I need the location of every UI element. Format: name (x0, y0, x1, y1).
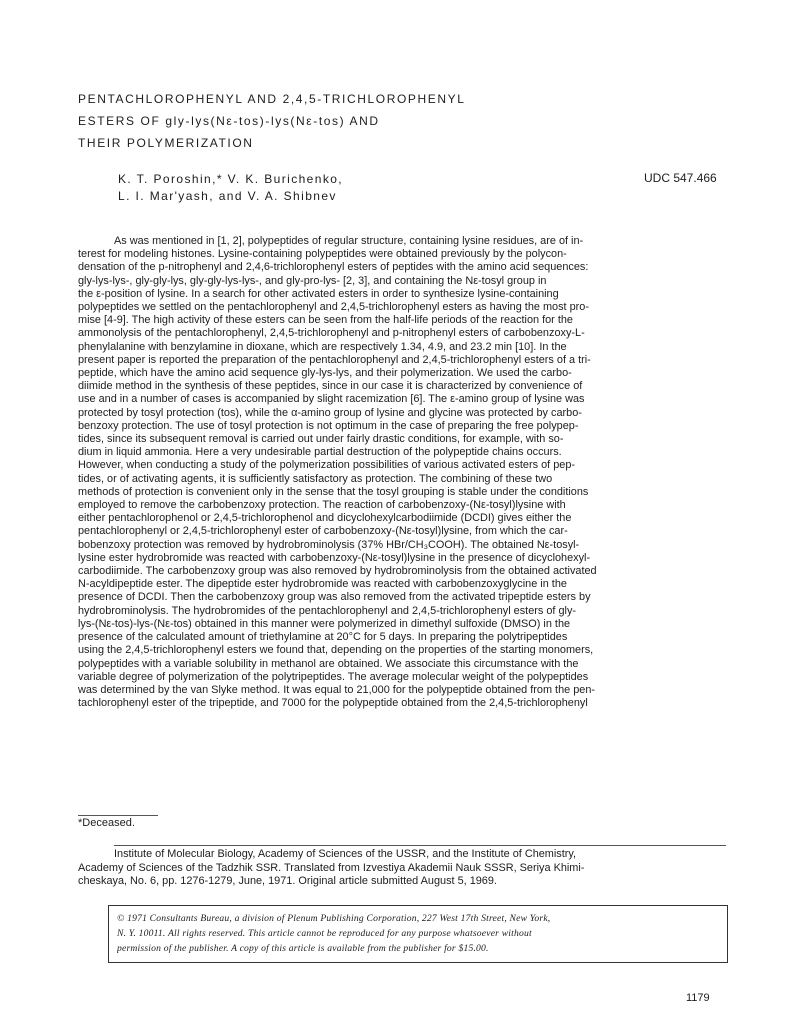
page-number: 1179 (686, 992, 710, 1004)
article-title (78, 88, 738, 154)
body-line: gly-lys-lys-, gly-gly-lys, gly-gly-lys-lys-, and gly-pro-lys- [2, 3], and containing the Nε-tosyl group in (78, 274, 547, 287)
body-line: carbodiimide. The carbobenzoxy group was also removed by hydrobrominolysis from the obtained activated (78, 565, 597, 578)
body-line: However, when conducting a study of the polymerization possibilities of various activated esters of pep- (78, 459, 575, 472)
body-line: peptide, which have the amino acid sequence gly-lys-lys, and their polymerization. We used the carbo- (78, 367, 572, 380)
body-line: densation of the p-nitrophenyl and 2,4,6-trichlorophenyl esters of peptides with the amino acid sequences: (78, 261, 589, 274)
body-text (78, 235, 730, 710)
copyright-line: © 1971 Consultants Bureau, a division of Plenum Publishing Corporation, 227 West 17th Street, New York, (117, 913, 551, 924)
title-line: ESTERS OF gly-lys(Nε-tos)-lys(Nε-tos) AND (78, 114, 380, 128)
body-line: using the 2,4,5-trichlorophenyl esters we found that, depending on the properties of the starting monomers, (78, 644, 594, 657)
body-line: either pentachlorophenol or 2,4,5-trichlorophenol and dicyclohexylcarbodiimide (DCDI) gives either the (78, 512, 572, 525)
body-line: terest for modeling histones. Lysine-containing polypeptides were obtained previously by the polycon- (78, 248, 567, 261)
body-line: was determined by the van Slyke method. It was equal to 21,000 for the polypeptide obtained from the pen- (78, 683, 596, 696)
institution-rule (114, 845, 726, 846)
body-line: use and in a number of cases is accompanied by slight racemization [6]. The ε-amino group of lysine was (78, 393, 585, 406)
body-line: diimide method in the synthesis of these peptides, since in our case it is characterized by convenience of (78, 380, 583, 393)
title-line: THEIR POLYMERIZATION (78, 136, 254, 150)
body-line: pentachlorophenyl or 2,4,5-trichlorophenyl ester of carbobenzoxy-(Nε-tosyl)lysine, from which the car- (78, 525, 568, 538)
footnote-rule (78, 815, 158, 816)
body-line: N-acyldipeptide ester. The dipeptide ester hydrobromide was reacted with carbobenzoxyglycine in the (78, 578, 567, 591)
body-line: polypeptides with a variable solubility in methanol are obtained. We associate this circumstance with the (78, 657, 579, 670)
body-line: hydrobrominolysis. The hydrobromides of the pentachlorophenyl and 2,4,5-trichlorophenyl esters of gly- (78, 604, 577, 617)
institution-line: Institute of Molecular Biology, Academy of Sciences of the USSR, and the Institute of Chemistry, (114, 848, 577, 860)
body-line: present paper is reported the preparation of the pentachlorophenyl and 2,4,5-trichlorophenyl esters of a tri- (78, 353, 591, 366)
body-line: tides, since its subsequent removal is carried out under fairly drastic conditions, for example, with so- (78, 433, 564, 446)
body-line: variable degree of polymerization of the polytripeptides. The average molecular weight of the polypeptides (78, 670, 589, 683)
copyright-line: N. Y. 10011. All rights reserved. This article cannot be reproduced for any purpose whatsoever without (117, 928, 532, 939)
body-line: benzoxy protection. The use of tosyl protection is not optimum in the case of preparing the free polypep- (78, 419, 579, 432)
author-list (118, 171, 343, 205)
body-line: ammonolysis of the pentachlorophenyl, 2,4,5-trichlorophenyl and p-nitrophenyl esters of carbobenzoxy-L- (78, 327, 585, 340)
body-line: tides, or of activating agents, it is sufficiently satisfactory as protection. The combining of these two (78, 472, 553, 485)
copyright-line: permission of the publisher. A copy of this article is available from the publisher for $15.00. (117, 943, 489, 954)
body-line: phenylalanine with benzylamine in dioxane, which are respectively 1.34, 4.9, and 23.2 min [10]. In the (78, 340, 567, 353)
body-line: lysine ester hydrobromide was reacted with carbobenzoxy-(Nε-tosyl)lysine in the presence of dicyclohexyl- (78, 551, 591, 564)
body-line: dium in liquid ammonia. Here a very undesirable partial destruction of the polypeptide chains occurs. (78, 446, 562, 459)
body-line: methods of protection is convenient only in the sense that the tosyl grouping is stable under the conditions (78, 485, 589, 498)
body-line: tachlorophenyl ester of the tripeptide, and 7000 for the polypeptide obtained from the 2,4,5-trichlorophenyl (78, 697, 588, 710)
body-line: mise [4-9]. The high activity of these esters can be seen from the half-life periods of the reaction for the (78, 314, 573, 327)
body-line: the ε-position of lysine. In a search for other activated esters in order to synthesize lysine-containing (78, 287, 559, 300)
body-line: lys-(Nε-tos)-lys-(Nε-tos) obtained in this manner were polymerized in dimethyl sulfoxide (DMSO) in the (78, 617, 571, 630)
author-line: K. T. Poroshin,* V. K. Burichenko, (118, 172, 344, 186)
copyright-box (108, 905, 728, 963)
author-line: L. I. Mar'yash, and V. A. Shibnev (118, 189, 337, 203)
body-line: bobenzoxy protection was removed by hydrobrominolysis (37% HBr/CH₃COOH). The obtained Nε-tosyl- (78, 538, 580, 551)
title-line: PENTACHLOROPHENYL AND 2,4,5-TRICHLOROPHENYL (78, 92, 466, 106)
body-line: polypeptides we settled on the pentachlorophenyl and 2,4,5-trichlorophenyl esters as having the most pro- (78, 301, 589, 314)
body-line: As was mentioned in [1, 2], polypeptides of regular structure, containing lysine residues, are of in- (114, 235, 584, 247)
institution-line: cheskaya, No. 6, pp. 1276-1279, June, 1971. Original article submitted August 5, 1969. (78, 875, 497, 888)
institution-note (78, 848, 730, 889)
body-line: presence of the calculated amount of triethylamine at 20°C for 5 days. In preparing the polytripeptides (78, 631, 568, 644)
body-line: presence of DCDI. Then the carbobenzoxy group was also removed from the activated tripeptide esters by (78, 591, 591, 604)
institution-line: Academy of Sciences of the Tadzhik SSR. Translated from Izvestiya Akademii Nauk SSSR, Seriya Khimi- (78, 861, 585, 874)
udc-code: UDC 547.466 (644, 171, 717, 185)
body-line: employed to remove the carbobenzoxy protection. The reaction of carbobenzoxy-(Nε-tosyl)lysine with (78, 499, 566, 512)
body-line: protected by tosyl protection (tos), while the α-amino group of lysine and glycine was protected by carbo- (78, 406, 582, 419)
footnote: *Deceased. (78, 817, 135, 829)
